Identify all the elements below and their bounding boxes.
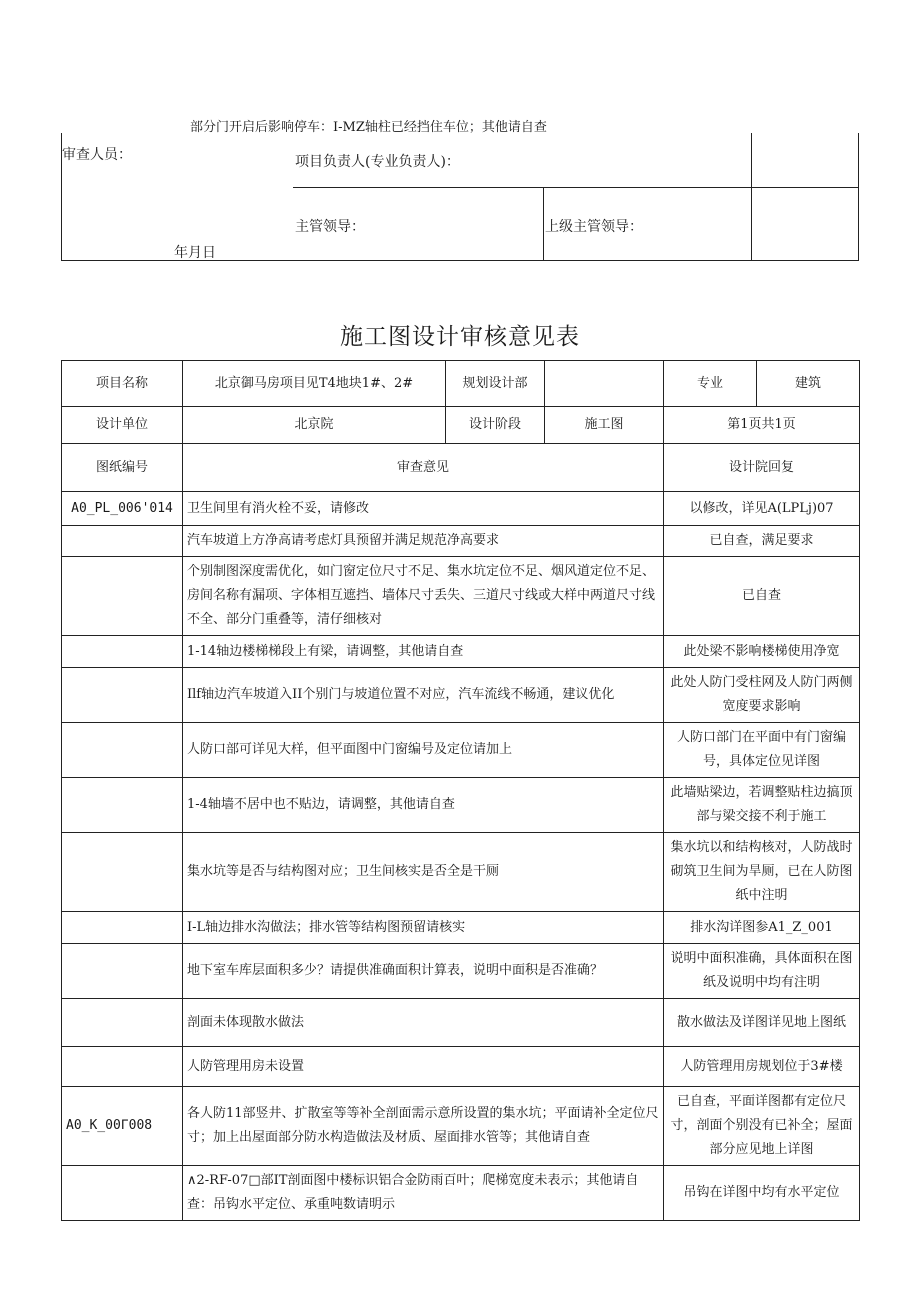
drawing-code: A0_K_00Γ008 bbox=[62, 1087, 183, 1166]
design-reply: 已自查，平面详图都有定位尺寸，剖面个别没有已补全；屋面部分应见地上详图 bbox=[664, 1087, 860, 1166]
table-row bbox=[62, 1087, 860, 1166]
design-unit-value: 北京院 bbox=[183, 407, 446, 444]
design-reply: 此处梁不影响楼梯使用净宽 bbox=[664, 636, 860, 668]
col-drawing-no: 图纸编号 bbox=[62, 444, 183, 492]
review-comment: 剖面未体现散水做法 bbox=[183, 999, 664, 1047]
review-comment: 卫生间里有消火栓不妥，请修改 bbox=[183, 492, 664, 526]
review-comment: 地下室车库层面积多少？请提供准确面积计算表，说明中面积是否准确？ bbox=[183, 944, 664, 999]
design-stage-value: 施工图 bbox=[545, 407, 664, 444]
table-row bbox=[62, 912, 860, 944]
review-comment: 人防管理用房未设置 bbox=[183, 1047, 664, 1087]
project-lead-label: 项目负责人(专业负责人)： bbox=[295, 154, 460, 170]
senior-supervisor-label: 上级主管领导： bbox=[545, 219, 643, 235]
discipline-label: 专业 bbox=[664, 361, 757, 407]
table-row bbox=[62, 668, 860, 723]
design-reply: 集水坑以和结构核对，人防战时砌筑卫生间为旱厕，已在人防图纸中注明 bbox=[664, 833, 860, 912]
table-row bbox=[62, 999, 860, 1047]
date-label: 年月日 bbox=[174, 245, 216, 261]
review-comment: Ilf轴边汽车坡道入II个别门与坡道位置不对应，汽车流线不畅通，建议优化 bbox=[183, 668, 664, 723]
drawing-code bbox=[62, 999, 183, 1047]
review-comment: ∧2-RF-07□部IT剖面图中楼标识铝合金防雨百叶；爬梯宽度未表示；其他请自查：吊钩水平定位、承重吨数请明示 bbox=[183, 1166, 664, 1221]
table-row bbox=[62, 1166, 860, 1221]
review-comment: 1-14轴边楼梯梯段上有梁，请调整，其他请自查 bbox=[183, 636, 664, 668]
table-row bbox=[62, 778, 860, 833]
table-row bbox=[62, 833, 860, 912]
drawing-code bbox=[62, 912, 183, 944]
design-reply: 人防管理用房规划位于3#楼 bbox=[664, 1047, 860, 1087]
drawing-code bbox=[62, 723, 183, 778]
drawing-code bbox=[62, 778, 183, 833]
review-table bbox=[61, 360, 860, 1221]
reviewer-label: 审查人员： bbox=[62, 147, 132, 163]
table-row bbox=[62, 944, 860, 999]
design-reply: 已自查，满足要求 bbox=[664, 526, 860, 557]
review-comment: 人防口部可详见大样，但平面图中门窗编号及定位请加上 bbox=[183, 723, 664, 778]
project-name-value: 北京御马房项目见T4地块1#、2# bbox=[183, 361, 446, 407]
drawing-code bbox=[62, 944, 183, 999]
top-mid-divider bbox=[751, 133, 752, 261]
project-name-label: 项目名称 bbox=[62, 361, 183, 407]
review-comment: 个别制图深度需优化，如门窗定位尺寸不足、集水坑定位不足、烟风道定位不足、房间名称有漏项、字体相互遮挡、墙体尺寸丢失、三道尺寸线或大样中两道尺寸线不全、部分门重叠等，清仔细核对 bbox=[183, 557, 664, 636]
design-reply: 以修改，详见A(LPLj)07 bbox=[664, 492, 860, 526]
design-reply: 说明中面积准确，具体面积在图纸及说明中均有注明 bbox=[664, 944, 860, 999]
top-inner-hline bbox=[293, 187, 859, 188]
table-row bbox=[62, 492, 860, 526]
page-info: 第1页共1页 bbox=[664, 407, 860, 444]
review-comment: 1-4轴墙不居中也不贴边，请调整，其他请自查 bbox=[183, 778, 664, 833]
supervisor-label: 主管领导： bbox=[295, 219, 365, 235]
discipline-value: 建筑 bbox=[757, 361, 860, 407]
design-reply: 此处人防门受柱网及人防门两侧宽度要求影响 bbox=[664, 668, 860, 723]
review-comment: 各人防11部竖井、扩散室等等补全剖面需示意所设置的集水坑；平面请补全定位尺寸；加上出屋面部分防水构造做法及材质、屋面排水管等；其他请自查 bbox=[183, 1087, 664, 1166]
drawing-code bbox=[62, 1047, 183, 1087]
top-inner-vline bbox=[543, 187, 544, 261]
table-row bbox=[62, 526, 860, 557]
info-row-project bbox=[62, 361, 860, 407]
design-unit-label: 设计单位 bbox=[62, 407, 183, 444]
table-row bbox=[62, 1047, 860, 1087]
design-stage-label: 设计阶段 bbox=[446, 407, 545, 444]
drawing-code bbox=[62, 636, 183, 668]
table-row bbox=[62, 636, 860, 668]
drawing-code bbox=[62, 1166, 183, 1221]
header-row bbox=[62, 444, 860, 492]
design-reply: 此墙贴梁边，若调整贴柱边搞顶部与梁交接不利于施工 bbox=[664, 778, 860, 833]
design-reply: 吊钩在详图中均有水平定位 bbox=[664, 1166, 860, 1221]
drawing-code bbox=[62, 557, 183, 636]
continuation-text: 部分门开启后影响停车：I-MZ轴柱已经挡住车位；其他请自查 bbox=[190, 120, 547, 135]
form-title: 施工图设计审核意见表 bbox=[340, 324, 580, 350]
drawing-code bbox=[62, 526, 183, 557]
planning-label: 规划设计部 bbox=[446, 361, 545, 407]
design-reply: 人防口部门在平面中有门窗编号，具体定位见详图 bbox=[664, 723, 860, 778]
drawing-code: A0_PL_006'014 bbox=[62, 492, 183, 526]
col-review: 审查意见 bbox=[183, 444, 664, 492]
design-reply: 排水沟详图参A1_Z_001 bbox=[664, 912, 860, 944]
col-reply: 设计院回复 bbox=[664, 444, 860, 492]
info-row-design bbox=[62, 407, 860, 444]
design-reply: 散水做法及详图详见地上图纸 bbox=[664, 999, 860, 1047]
table-row bbox=[62, 557, 860, 636]
review-comment: 汽车坡道上方净高请考虑灯具预留并满足规范净高要求 bbox=[183, 526, 664, 557]
design-reply: 已自查 bbox=[664, 557, 860, 636]
review-comment: 集水坑等是否与结构图对应；卫生间核实是否全是干厕 bbox=[183, 833, 664, 912]
top-right-border bbox=[858, 133, 859, 261]
review-comment: I-L轴边排水沟做法；排水管等结构图预留请核实 bbox=[183, 912, 664, 944]
table-row bbox=[62, 723, 860, 778]
drawing-code bbox=[62, 833, 183, 912]
drawing-code bbox=[62, 668, 183, 723]
planning-value bbox=[545, 361, 664, 407]
